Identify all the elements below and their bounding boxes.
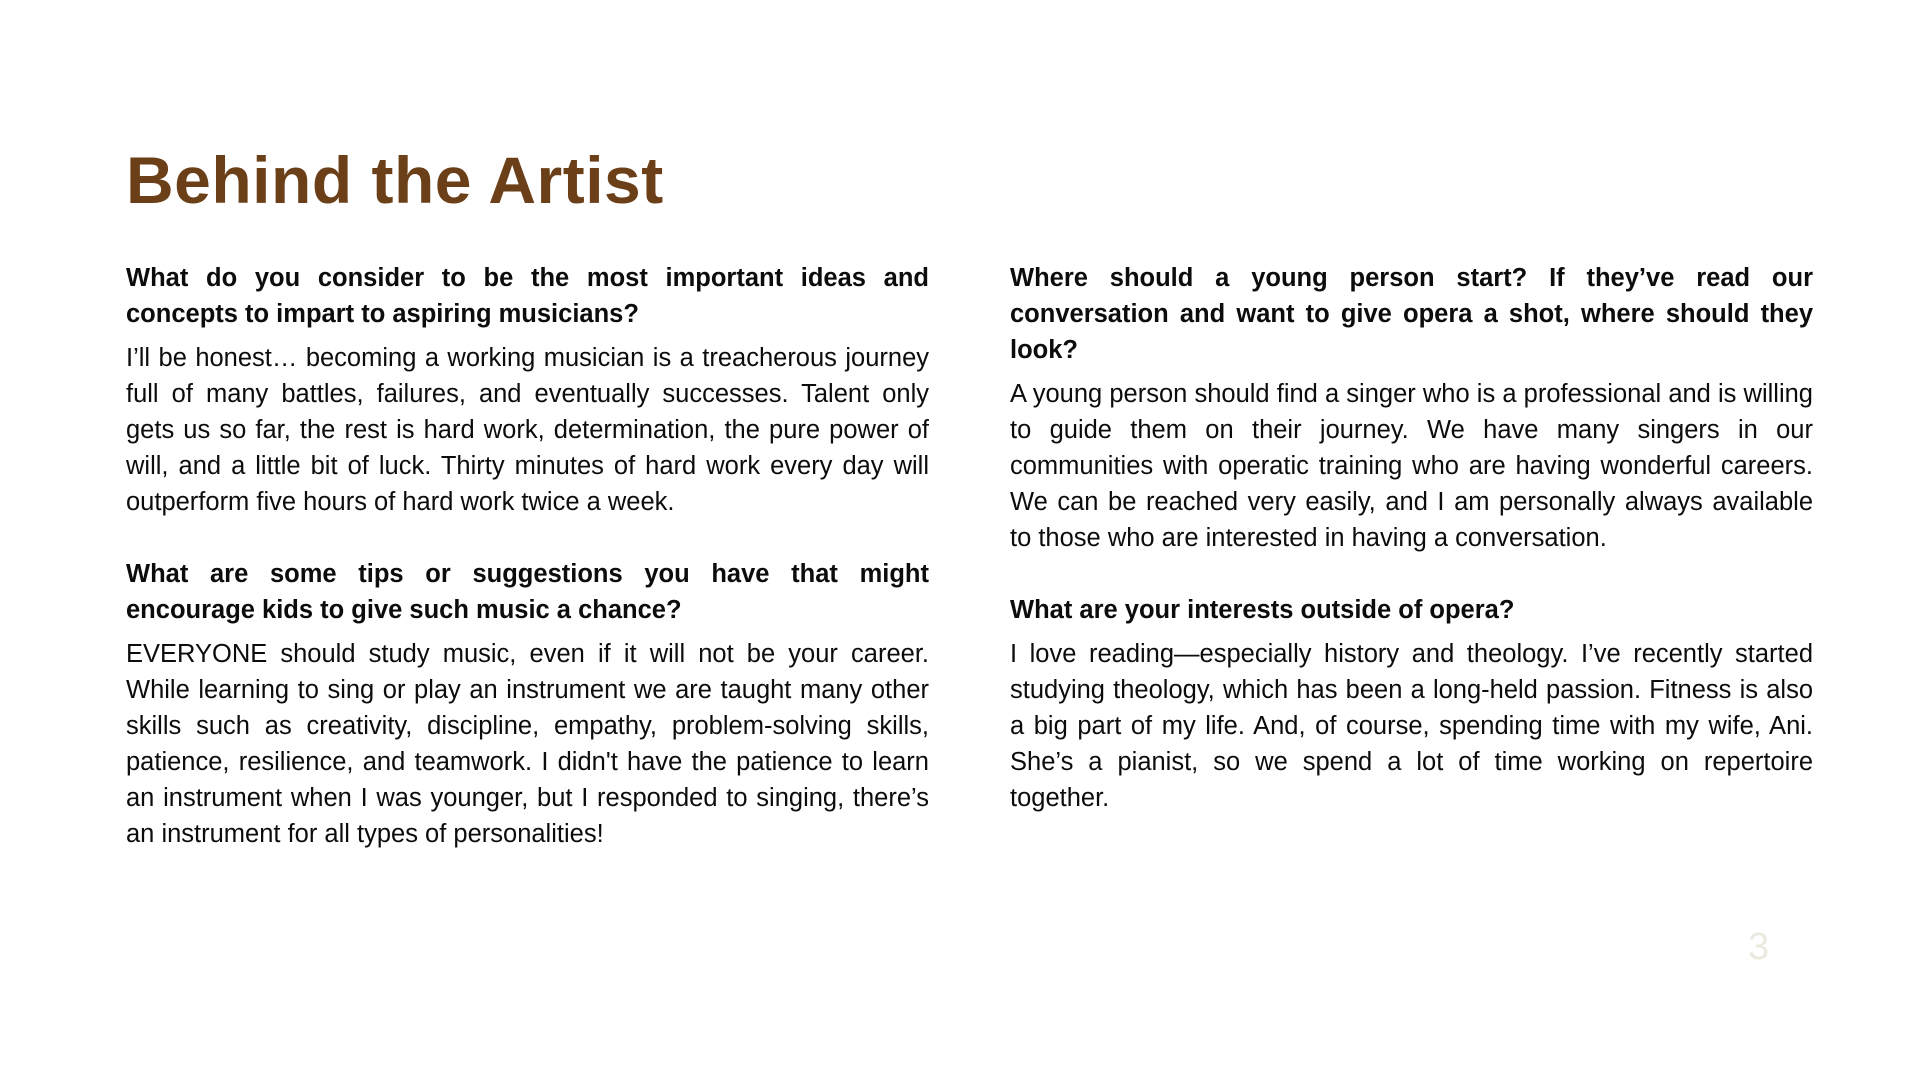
question-text: What are some tips or suggestions you have that might encourage kids to give such music a chance?	[126, 560, 929, 624]
page-number: 3	[1748, 926, 1770, 968]
qa-item	[126, 260, 929, 520]
answer-text: EVERYONE should study music, even if it will not be your career. While learning to sing or play an instrument we are taught many other skills such as creativity, discipline, empathy, problem-solving skills, patience, resilience, and teamwork. I didn't have the patience to learn an instrument when I was younger, but I responded to singing, there’s an instrument for all types of personalities!	[126, 640, 929, 848]
question-text: Where should a young person start? If they’ve read our conversation and want to give opera a shot, where should they look?	[1010, 264, 1813, 364]
right-column	[1010, 260, 1813, 852]
qa-item	[1010, 592, 1813, 816]
question-text: What are your interests outside of opera?	[1010, 596, 1515, 624]
page-title: Behind the Artist	[126, 143, 664, 217]
qa-item	[126, 556, 929, 852]
answer-text: A young person should find a singer who is a professional and is willing to guide them on their journey. We have many singers in our communities with operatic training who are having wonderful careers. We can be reached very easily, and I am personally always available to those who are interested in having a conversation.	[1010, 380, 1813, 552]
answer-text: I love reading—especially history and theology. I’ve recently started studying theology, which has been a long-held passion. Fitness is also a big part of my life. And, of course, spending time with my wife, Ani. She’s a pianist, so we spend a lot of time working on repertoire together.	[1010, 640, 1813, 812]
left-column	[126, 260, 929, 888]
question-text: What do you consider to be the most important ideas and concepts to impart to aspiring musicians?	[126, 264, 929, 328]
qa-item	[1010, 260, 1813, 556]
answer-text: I’ll be honest… becoming a working musician is a treacherous journey full of many battles, failures, and eventually successes. Talent only gets us so far, the rest is hard work, determination, the pure power of will, and a little bit of luck. Thirty minutes of hard work every day will outperform five hours of hard work twice a week.	[126, 344, 929, 516]
